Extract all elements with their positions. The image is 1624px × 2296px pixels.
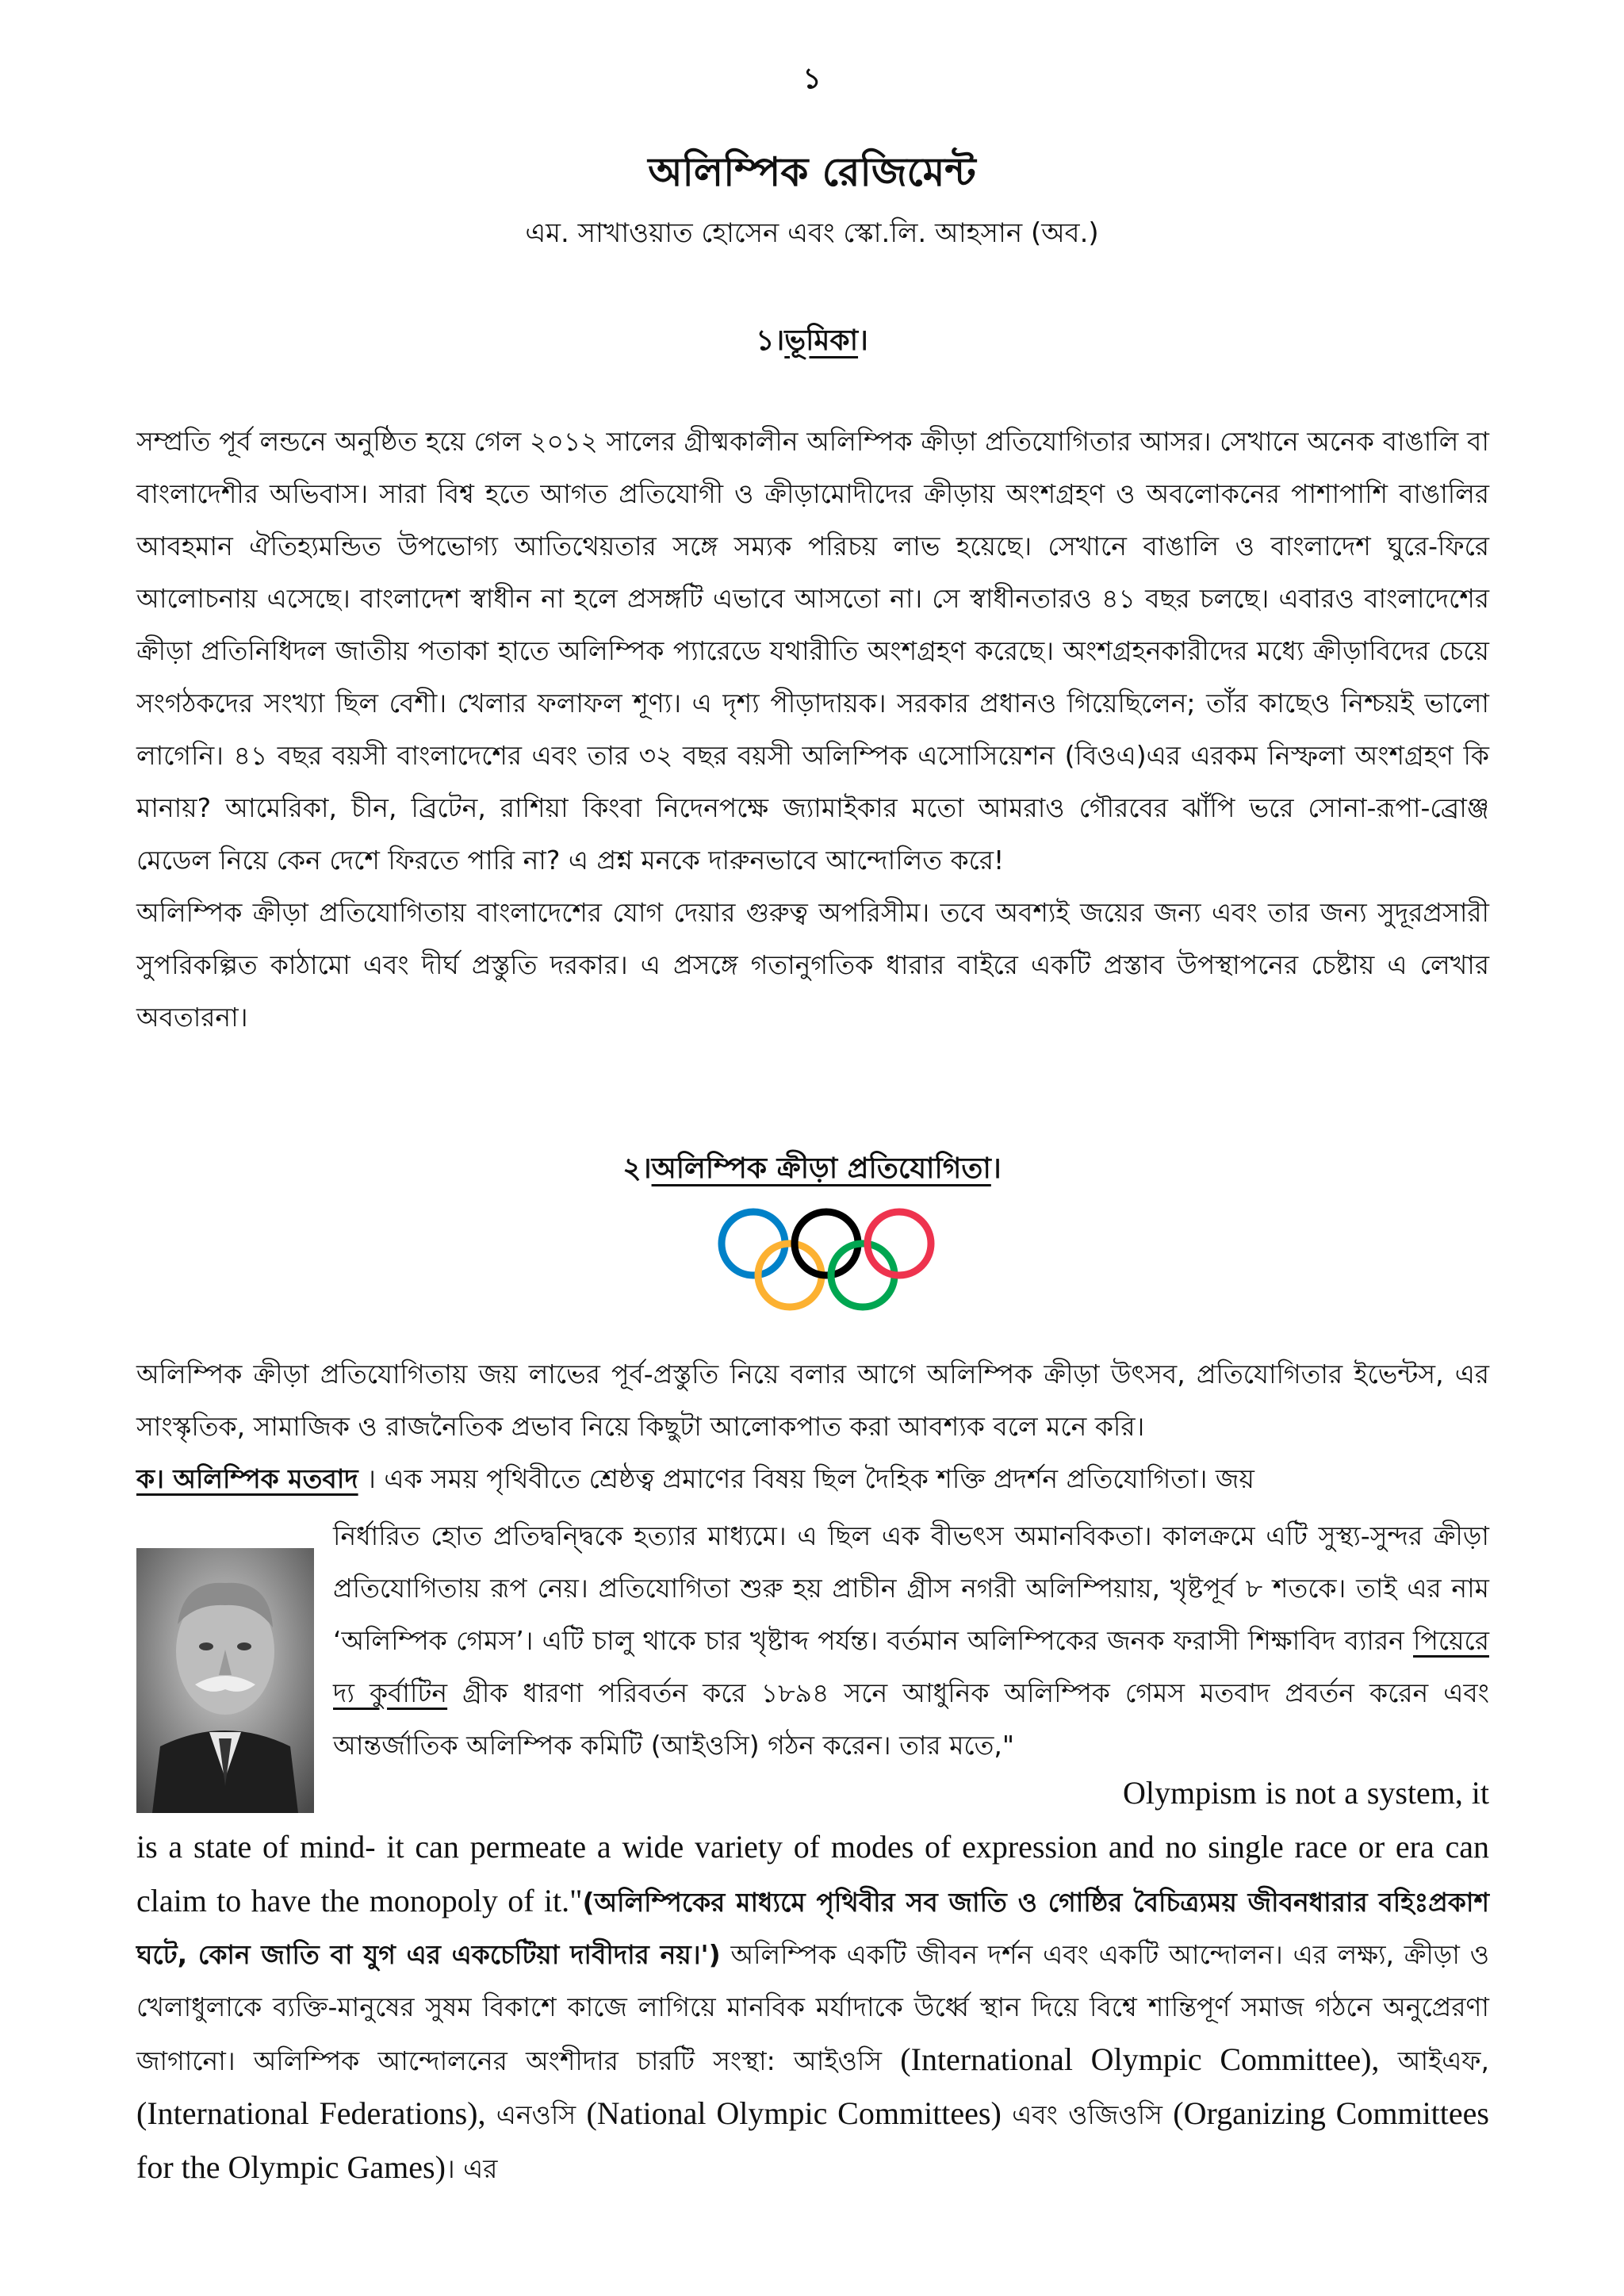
section-1-heading: ১।ভূমিকা। [756, 324, 868, 357]
document-title: অলিম্পিক রেজিমেন্ট [648, 149, 976, 195]
section-1-paragraph-1: সম্প্রতি পূর্ব লন্ডনে অনুষ্ঠিত হয়ে গেল ২০১২ সালের গ্রীষ্মকালীন অলিম্পিক ক্রীড়া প্রতিযোগিতার আসর। সেখানে অনেক বাঙালি বা বাংলাদেশীর অভিবাস। সারা বিশ্ব হতে আগত প্রতিযোগী ও ক্রীড়ামোদীদের ক্রীড়ায় অংশগ্রহণ ও অবলোকনের পাশাপাশি বাঙালির আবহমান ঐতিহ্যমন্ডিত উপভোগ্য আতিথেয়তার সঙ্গে সম্যক পরিচয় লাভ হয়েছে। সেখানে বাঙালি ও বাংলাদেশ ঘুরে-ফিরে আলোচনায় এসেছে। বাংলাদেশ স্বাধীন না হলে প্রসঙ্গটি এভাবে আসতো না। সে স্বাধীনতারও ৪১ বছর চলছে। এবারও বাংলাদেশের ক্রীড়া প্রতিনিধিদল জাতীয় পতাকা হাতে অলিম্পিক প্যারেডে যথারীতি অংশগ্রহণ করেছে। অংশগ্রহনকারীদের মধ্যে ক্রীড়াবিদের চেয়ে সংগঠকদের সংখ্যা ছিল বেশী। খেলার ফলাফল শূণ্য। এ দৃশ্য পীড়াদায়ক। সরকার প্রধানও গিয়েছিলেন; তাঁর কাছেও নিশ্চয়ই ভালো লাগেনি। ৪১ বছর বয়সী বাংলাদেশের এবং তার ৩২ বছর বয়সী অলিম্পিক এসোসিয়েশন (বিওএ)এর এরকম নিস্ফলা অংশগ্রহণ কি মানায়? আমেরিকা, চীন, ব্রিটেন, রাশিয়া কিংবা নিদেনপক্ষে জ্যামাইকার মতো আমরাও গৌরবের ঝাঁপি ভরে সোনা-রূপা-ব্রোঞ্জ মেডেল নিয়ে কেন দেশে ফিরতে পারি না? এ প্রশ্ন মনকে দারুনভাবে আন্দোলিত করে! [136, 426, 1489, 876]
section-1-number: ১। [756, 324, 785, 357]
quote-bangla: (অলিম্পিকের মাধ্যমে পৃথিবীর সব জাতি ও গোষ্ঠির বৈচিত্র্যময় জীবনধারার বহিঃপ্রকাশ ঘটে, কোন জাতি বা যুগ এর একচেটিয়া দাবীদার নয়।') [136, 1887, 1489, 1970]
section-2-heading: ২।অলিম্পিক ক্রীড়া প্রতিযোগিতা। [622, 1152, 1002, 1185]
page-number: ১ [802, 63, 822, 95]
section-1-body [136, 416, 1489, 1044]
section-2-intro: অলিম্পিক ক্রীড়া প্রতিযোগিতায় জয় লাভের পূর্ব-প্রস্তুতি নিয়ে বলার আগে অলিম্পিক ক্রীড়া উৎসব, প্রতিযোগিতার ইভেন্টস, এর সাংস্কৃতিক, সামাজিক ও রাজনৈতিক প্রভাব নিয়ে কিছুটা আলোকপাত করা আবশ্যক বলে মনে করি। [136, 1359, 1489, 1442]
section-1-paragraph-2: অলিম্পিক ক্রীড়া প্রতিযোগিতায় বাংলাদেশের যোগ দেয়ার গুরুত্ব অপরিসীম। তবে অবশ্যই জয়ের জন্য এবং তার জন্য সুদূরপ্রসারী সুপরিকল্পিত কাঠামো এবং দীর্ঘ প্রস্তুতি দরকার। এ প্রসঙ্গে গতানুগতিক ধারার বাইরে একটি প্রস্তাব উপস্থাপনের চেষ্টায় এ লেখার অবতারনা। [136, 897, 1489, 1033]
olympic-rings-icon [714, 1205, 939, 1313]
founder-name-link[interactable]: পিয়েরে দ্য কুর্বাটিন [333, 1625, 1489, 1708]
document-authors: এম. সাখাওয়াত হোসেন এবং স্কো.লি. আহসান (অব.) [525, 217, 1099, 249]
quote-english: Olympism is not a system, it is a state of mind- it can permeate a wide variety of modes of expression and no single race or era can claim to have the monopoly of it. [136, 1775, 1489, 1918]
section-2-title: অলিম্পিক ক্রীড়া প্রতিযোগিতা [651, 1152, 991, 1185]
subsection-ka-first-line: ক। অলিম্পিক মতবাদ । এক সময় পৃথিবীতে শ্রেষ্ঠত্ব প্রমাণের বিষয় ছিল দৈহিক শক্তি প্রদর্শন প্রতিযোগিতা। জয় [136, 1463, 1254, 1494]
subsection-ka-label: ক। অলিম্পিক মতবাদ [136, 1463, 358, 1494]
quote-and-continuation: Olympism is not a system, it is a state of mind- it can permeate a wide variety of modes of expression and no single race or era can claim to have the monopoly of it."(অলিম্পিকের মাধ্যমে পৃথিবীর সব জাতি ও গোষ্ঠির বৈচিত্র্যময় জীবনধারার বহিঃপ্রকাশ ঘটে, কোন জাতি বা যুগ এর একচেটিয়া দাবীদার নয়।') অলিম্পিক একটি জীবন দর্শন এবং একটি আন্দোলন। এর লক্ষ্য, ক্রীড়া ও খেলাধুলাকে ব্যক্তি-মানুষের সুষম বিকাশে কাজে লাগিয়ে মানবিক মর্যাদাকে উর্ধ্বে স্থান দিয়ে বিশ্বে শান্তিপূর্ণ সমাজ গঠনে অনুপ্রেরণা জাগানো। অলিম্পিক আন্দোলনের অংশীদার চারটি সংস্থা: আইওসি (International Olympic Committee), আইএফ, (International Federations), এনওসি (National Olympic Committees) এবং ওজিওসি (Organizing Committees for the Olympic Games)। এর [136, 1775, 1489, 2185]
section-1-title: ভূমিকা [784, 324, 859, 357]
portrait-wrapped-text: নির্ধারিত হোত প্রতিদ্বন্দ্বিকে হত্যার মাধ্যমে। এ ছিল এক বীভৎস অমানবিকতা। কালক্রমে এটি সুস্থ্য-সুন্দর ক্রীড়া প্রতিযোগিতায় রূপ নেয়। প্রতিযোগিতা শুরু হয় প্রাচীন গ্রীস নগরী অলিম্পিয়ায়, খৃষ্টপূর্ব ৮ শতকে। তাই এর নাম ‘অলিম্পিক গেমস’। এটি চালু থাকে চার খৃষ্টাব্দ পর্যন্ত। বর্তমান অলিম্পিকের জনক ফরাসী শিক্ষাবিদ ব্যারন পিয়েরে দ্য কুর্বাটিন গ্রীক ধারণা পরিবর্তন করে ১৮৯৪ সনে আধুনিক অলিম্পিক গেমস মতবাদ প্রবর্তন করেন এবং আন্তর্জাতিক অলিম্পিক কমিটি (আইওসি) গঠন করেন। তার মতে," [333, 1520, 1489, 1761]
section-2-number: ২। [622, 1152, 652, 1185]
